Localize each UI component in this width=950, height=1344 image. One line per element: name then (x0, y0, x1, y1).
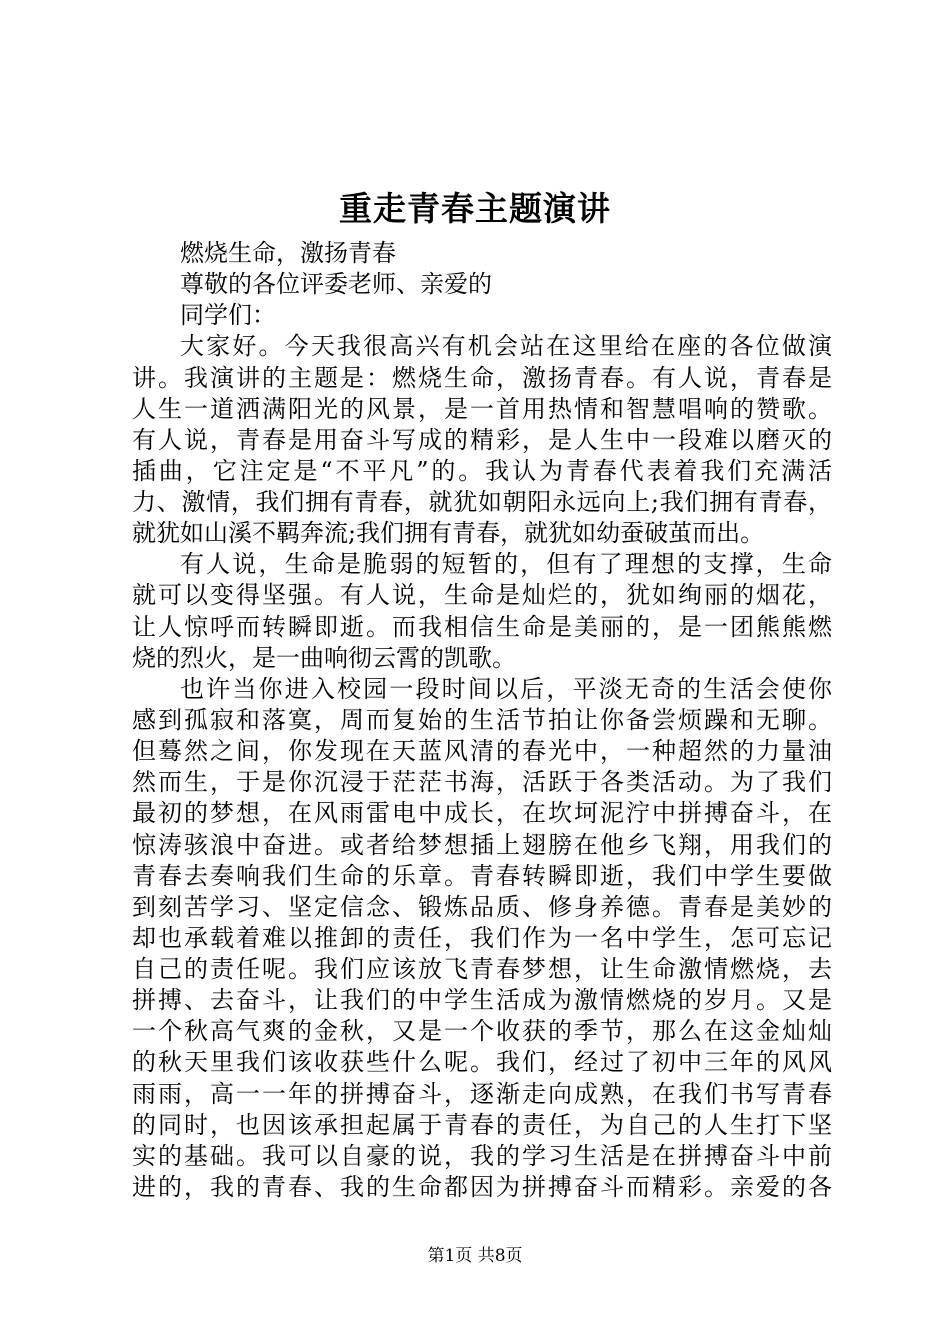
paragraph-line: 实的基础。我可以自豪的说，我的学习生活是在拼搏奋斗中前 (132, 1142, 832, 1170)
paragraph-line: 有人说，青春是用奋斗写成的精彩，是人生中一段难以磨灭的 (132, 426, 832, 454)
paragraph-line: 讲。我演讲的主题是：燃烧生命，激扬青春。有人说，青春是 (132, 364, 832, 392)
paragraph-line: 让人惊呼而转瞬即逝。而我相信生命是美丽的，是一团熊熊燃 (132, 613, 832, 641)
paragraph-line: 就可以变得坚强。有人说，生命是灿烂的，犹如绚丽的烟花， (132, 581, 832, 609)
paragraph-line: 最初的梦想，在风雨雷电中成长，在坎坷泥泞中拼搏奋斗，在 (132, 799, 832, 827)
paragraph-line: 雨雨，高一一年的拼搏奋斗，逐渐走向成熟，在我们书写青春 (132, 1080, 832, 1108)
paragraph-line: 然而生，于是你沉浸于茫茫书海，活跃于各类活动。为了我们 (132, 768, 832, 796)
paragraph-line: 进的，我的青春、我的生命都因为拼搏奋斗而精彩。亲爱的各 (132, 1173, 832, 1201)
salutation-line: 同学们： (180, 301, 276, 329)
paragraph-line: 惊涛骇浪中奋进。或者给梦想插上翅膀在他乡飞翔，用我们的 (132, 831, 832, 859)
paragraph-line: 一个秋高气爽的金秋，又是一个收获的季节，那么在这金灿灿 (132, 1017, 832, 1045)
document-title: 重走青春主题演讲 (339, 189, 611, 228)
paragraph-line: 有人说，生命是脆弱的短暂的，但有了理想的支撑，生命 (180, 550, 832, 578)
paragraph-line: 的同时，也因该承担起属于青春的责任，为自己的人生打下坚 (132, 1111, 832, 1139)
paragraph-line: 也许当你进入校园一段时间以后，平淡无奇的生活会使你 (180, 675, 832, 703)
paragraph-line: 青春去奏响我们生命的乐章。青春转瞬即逝，我们中学生要做 (132, 862, 832, 890)
paragraph-line: 力、激情，我们拥有青春，就犹如朝阳永远向上;我们拥有青春， (132, 488, 832, 516)
paragraph-line: 拼搏、去奋斗，让我们的中学生活成为激情燃烧的岁月。又是 (132, 986, 832, 1014)
paragraph-line: 感到孤寂和落寞，周而复始的生活节拍让你备尝烦躁和无聊。 (132, 706, 832, 734)
paragraph-line: 但蓦然之间，你发现在天蓝风清的春光中，一种超然的力量油 (132, 737, 832, 765)
paragraph-line: 大家好。今天我很高兴有机会站在这里给在座的各位做演 (180, 332, 832, 360)
paragraph-line: 烧的烈火，是一曲响彻云霄的凯歌。 (132, 644, 516, 672)
paragraph-line: 的秋天里我们该收获些什么呢。我们，经过了初中三年的风风 (132, 1048, 832, 1076)
salutation-line: 尊敬的各位评委老师、亲爱的 (180, 270, 492, 298)
paragraph-line: 就犹如山溪不羁奔流;我们拥有青春，就犹如幼蚕破茧而出。 (132, 519, 765, 547)
paragraph-line: 人生一道洒满阳光的风景，是一首用热情和智慧唱响的赞歌。 (132, 395, 832, 423)
paragraph-line: 到刻苦学习、坚定信念、锻炼品质、修身养德。青春是美妙的 (132, 893, 832, 921)
page-number-footer: 第1页 共8页 (427, 1246, 523, 1266)
paragraph-line: 插曲，它注定是“不平凡”的。我认为青春代表着我们充满活 (132, 457, 832, 485)
paragraph-line: 却也承载着难以推卸的责任，我们作为一名中学生，怎可忘记 (132, 924, 832, 952)
subtitle-line: 燃烧生命，激扬青春 (180, 239, 396, 267)
paragraph-line: 自己的责任呢。我们应该放飞青春梦想，让生命激情燃烧，去 (132, 955, 832, 983)
